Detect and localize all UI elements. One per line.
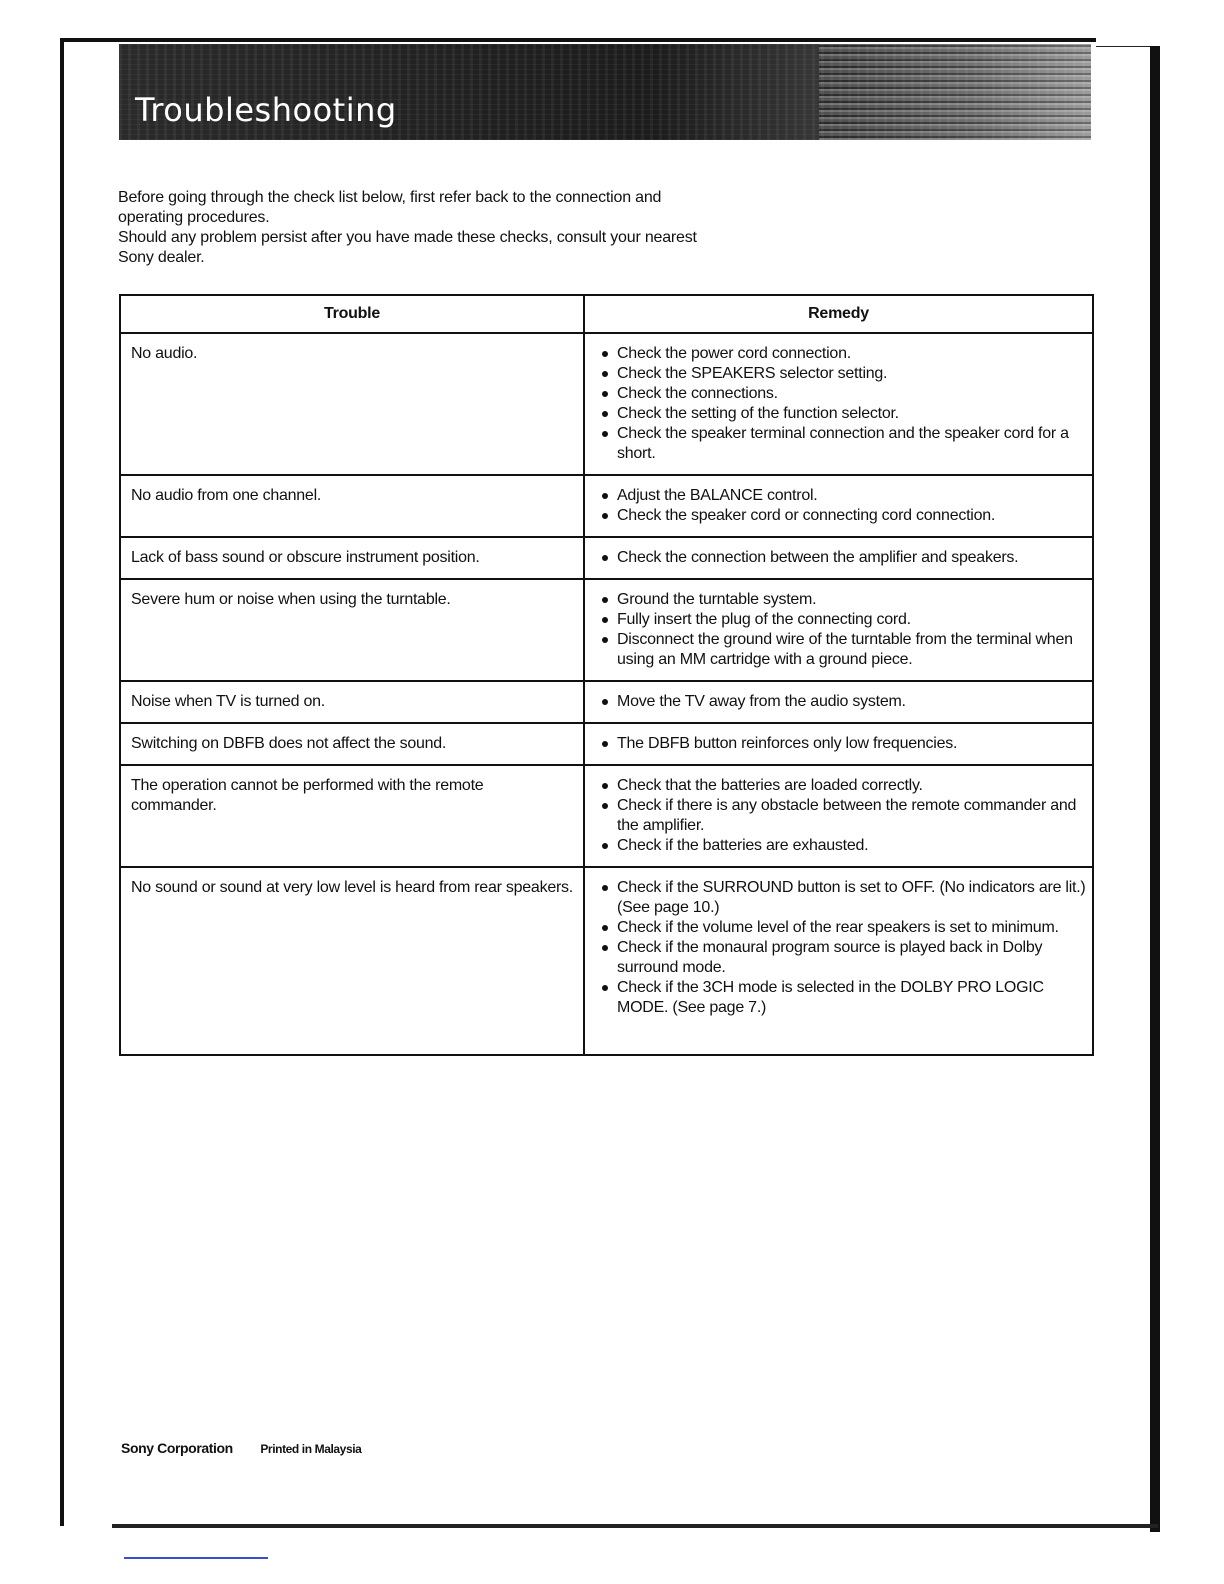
remedy-item: Check the connection between the amplifier and speakers. [601,548,1088,568]
frame-left-line [60,38,64,1526]
table-row [120,475,1093,537]
remedy-item: Fully insert the plug of the connecting cord. [601,610,1088,630]
remedy-item: Check that the batteries are loaded correctly. [601,776,1088,796]
remedy-cell [584,475,1093,537]
remedy-item: Ground the turntable system. [601,590,1088,610]
trouble-cell: No sound or sound at very low level is heard from rear speakers. [120,867,584,1055]
remedy-cell [584,867,1093,1055]
footer-printed: Printed in Malaysia [260,1442,362,1456]
footer [121,1440,385,1456]
remedy-cell [584,579,1093,681]
table-row [120,765,1093,867]
table-row [120,537,1093,579]
remedy-item: Check the setting of the function selector. [601,404,1088,424]
intro-text [118,188,818,268]
frame-bottom-line [112,1524,1158,1528]
frame-top-right-line [1096,46,1156,47]
remedy-cell [584,681,1093,723]
remedy-item: Check the connections. [601,384,1088,404]
remedy-cell [584,723,1093,765]
column-header-remedy: Remedy [584,295,1093,333]
table-row [120,333,1093,475]
table-row [120,579,1093,681]
remedy-item: Disconnect the ground wire of the turntable from the terminal when using an MM cartridge with a ground piece. [601,630,1088,670]
trouble-cell: Severe hum or noise when using the turntable. [120,579,584,681]
remedy-item: Check if there is any obstacle between the remote commander and the amplifier. [601,796,1088,836]
trouble-cell: No audio. [120,333,584,475]
remedy-item: Check the speaker cord or connecting cord connection. [601,506,1088,526]
intro-line: Should any problem persist after you have made these checks, consult your nearest [118,229,697,246]
table-row [120,723,1093,765]
remedy-item: Check the SPEAKERS selector setting. [601,364,1088,384]
trouble-cell: No audio from one channel. [120,475,584,537]
remedy-item: Check the power cord connection. [601,344,1088,364]
remedy-item: Check if the SURROUND button is set to OFF. (No indicators are lit.) (See page 10.) [601,878,1088,918]
remedy-item: Check if the monaural program source is played back in Dolby surround mode. [601,938,1088,978]
remedy-item: Check if the volume level of the rear speakers is set to minimum. [601,918,1088,938]
frame-right-line [1150,46,1160,1532]
remedy-cell [584,765,1093,867]
frame-top-line [60,38,1096,42]
trouble-cell: The operation cannot be performed with the remote commander. [120,765,584,867]
page-title: Troubleshooting [135,91,397,129]
footer-company: Sony Corporation [121,1440,233,1456]
remedy-item: Check the speaker terminal connection and the speaker cord for a short. [601,424,1088,464]
remedy-cell [584,333,1093,475]
remedy-item: Move the TV away from the audio system. [601,692,1088,712]
remedy-cell [584,537,1093,579]
remedy-item: The DBFB button reinforces only low frequencies. [601,734,1088,754]
table-row [120,681,1093,723]
intro-line: Sony dealer. [118,249,205,266]
header-banner [119,44,1091,140]
trouble-cell: Switching on DBFB does not affect the sound. [120,723,584,765]
remedy-item: Check if the batteries are exhausted. [601,836,1088,856]
remedy-item: Adjust the BALANCE control. [601,486,1088,506]
troubleshooting-table [119,294,1094,1056]
table-header-row [120,295,1093,333]
remedy-item: Check if the 3CH mode is selected in the DOLBY PRO LOGIC MODE. (See page 7.) [601,978,1088,1018]
link-underline [124,1557,268,1559]
trouble-cell: Lack of bass sound or obscure instrument position. [120,537,584,579]
trouble-cell: Noise when TV is turned on. [120,681,584,723]
intro-line: operating procedures. [118,209,270,226]
column-header-trouble: Trouble [120,295,584,333]
table-row [120,867,1093,1055]
banner-texture [819,44,1091,140]
intro-line: Before going through the check list below, first refer back to the connection and [118,189,662,206]
